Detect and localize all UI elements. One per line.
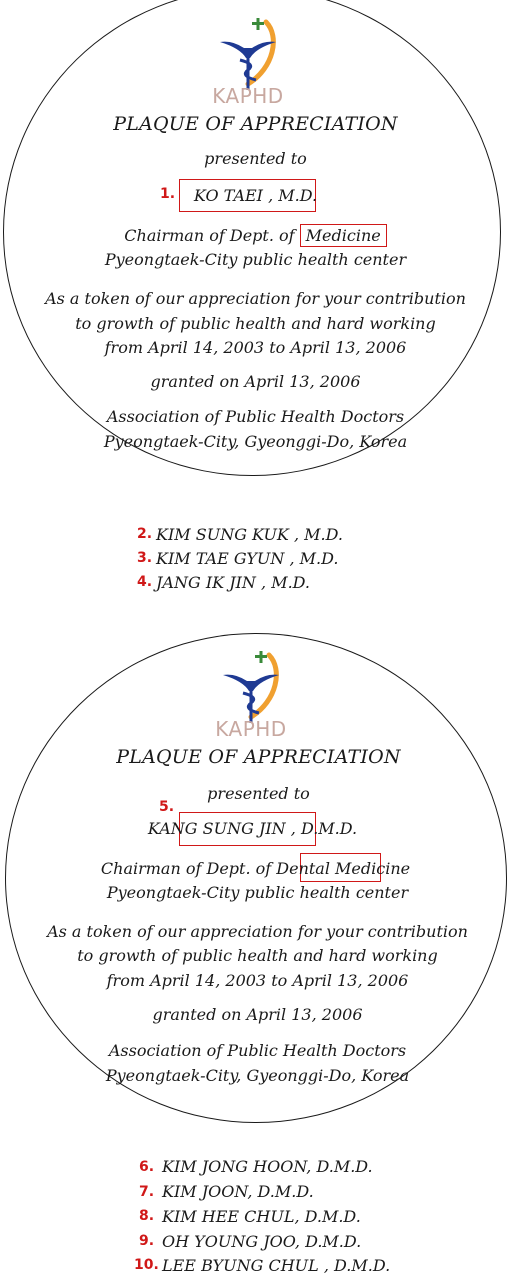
location: Pyeongtaek-City, Gyeonggi-Do, Korea: [103, 432, 408, 451]
logo-text: KAPHD: [212, 84, 284, 108]
organization: Pyeongtaek-City public health center: [104, 250, 407, 269]
presented-to: presented to: [207, 784, 310, 803]
marker: 3.: [137, 550, 153, 566]
department: Medicine: [300, 224, 387, 247]
period: from April 14, 2003 to April 13, 2006: [106, 971, 409, 990]
marker: 6.: [139, 1159, 155, 1175]
token-line-2: to growth of public health and hard working: [75, 314, 436, 333]
logo-text: KAPHD: [215, 717, 287, 741]
organization: Pyeongtaek-City public health center: [106, 883, 409, 902]
list-item-name: OH YOUNG JOO, D.M.D.: [162, 1232, 362, 1251]
list-item-name: KIM SUNG KUK , M.D.: [156, 525, 343, 544]
marker: 1.: [160, 186, 176, 202]
list-item-name: KIM TAE GYUN , M.D.: [156, 549, 339, 568]
position-prefix: Chairman of Dept. of: [124, 226, 295, 245]
token-line-1: As a token of our appreciation for your contribution: [45, 289, 466, 308]
list-item-name: KIM JONG HOON, D.M.D.: [162, 1157, 373, 1176]
location: Pyeongtaek-City, Gyeonggi-Do, Korea: [105, 1066, 410, 1085]
token-line-1: As a token of our appreciation for your contribution: [47, 922, 468, 941]
marker: 4.: [137, 574, 153, 590]
list-item-name: KIM JOON, D.M.D.: [162, 1182, 314, 1201]
granted-date: granted on April 13, 2006: [152, 1005, 363, 1024]
list-item-name: JANG IK JIN , M.D.: [156, 573, 310, 592]
recipient-name: KANG SUNG JIN , D.M.D.: [147, 819, 358, 838]
period: from April 14, 2003 to April 13, 2006: [104, 338, 407, 357]
association: Association of Public Health Doctors: [106, 407, 405, 426]
caduceus-icon: [208, 18, 288, 92]
association: Association of Public Health Doctors: [108, 1041, 407, 1060]
marker: 5.: [159, 799, 175, 815]
caduceus-icon: [211, 651, 291, 725]
token-line-2: to growth of public health and hard working: [77, 946, 438, 965]
list-item-name: KIM HEE CHUL, D.M.D.: [162, 1207, 361, 1226]
presented-to: presented to: [204, 149, 307, 168]
recipient-name: KO TAEI , M.D.: [193, 186, 318, 205]
marker: 7.: [139, 1184, 155, 1200]
list-item-name: LEE BYUNG CHUL , D.M.D.: [162, 1256, 391, 1275]
plaque-title: PLAQUE OF APPRECIATION: [113, 113, 398, 135]
kaphd-logo: [208, 18, 288, 108]
granted-date: granted on April 13, 2006: [150, 372, 361, 391]
kaphd-logo: [211, 651, 291, 741]
marker: 8.: [139, 1208, 155, 1224]
plaque-title: PLAQUE OF APPRECIATION: [116, 746, 401, 768]
marker: 10.: [134, 1257, 159, 1273]
position-line: [0, 226, 511, 245]
marker: 9.: [139, 1233, 155, 1249]
position-line: Chairman of Dept. of Dental Medicine: [100, 859, 411, 878]
marker: 2.: [137, 526, 153, 542]
